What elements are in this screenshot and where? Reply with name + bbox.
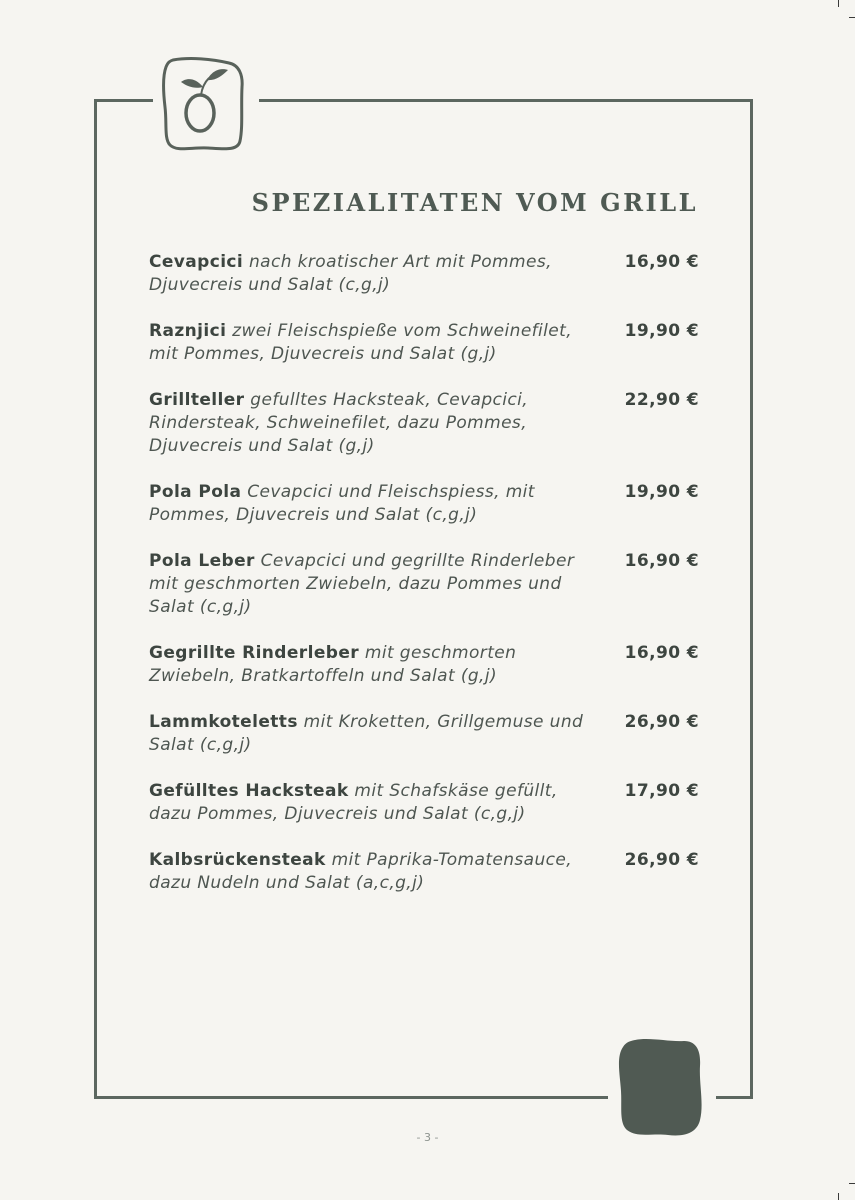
- page-title: SPEZIALITATEN VOM GRILL: [251, 188, 698, 218]
- frame-bottom-right-segment: [716, 1096, 753, 1099]
- menu-item-price: 19,90 €: [624, 321, 699, 341]
- menu-item: [149, 550, 699, 619]
- menu-item: [149, 711, 699, 757]
- menu-item: [149, 251, 699, 297]
- menu-item-text: [149, 320, 594, 366]
- menu-item-name: Cevapcici: [149, 252, 244, 272]
- menu-item-description: mit Kroketten, Grillgemuse und Salat (c,g,j): [149, 712, 584, 755]
- menu-item: [149, 849, 699, 895]
- menu-item-text: [149, 711, 594, 757]
- frame-top-right-segment: [259, 99, 753, 102]
- menu-item-description: mit Schafskäse gefüllt, dazu Pommes, Djuvecreis und Salat (c,g,j): [149, 781, 558, 824]
- menu-item-price: 26,90 €: [624, 712, 699, 732]
- menu-item-price: 16,90 €: [624, 551, 699, 571]
- menu-item-name: Raznjici: [149, 321, 227, 341]
- menu-item-description: nach kroatischer Art mit Pommes, Djuvecreis und Salat (c,g,j): [149, 252, 552, 295]
- menu-item-text: [149, 550, 594, 619]
- menu-item-price: 16,90 €: [624, 252, 699, 272]
- menu-item: [149, 320, 699, 366]
- menu-item-name: Gegrillte Rinderleber: [149, 643, 360, 663]
- menu-item-name: Gefülltes Hacksteak: [149, 781, 349, 801]
- decorative-stone-icon: [617, 1036, 705, 1140]
- olive-logo-icon: [162, 57, 244, 153]
- menu-item-text: [149, 251, 594, 297]
- menu-item-description: mit geschmorten Zwiebeln, Bratkartoffeln und Salat (g,j): [149, 643, 517, 686]
- menu-item: [149, 389, 699, 458]
- menu-item-price: 19,90 €: [624, 482, 699, 502]
- menu-item-description: Cevapcici und gegrillte Rinderleber mit geschmorten Zwiebeln, dazu Pommes und Salat (c,g,j): [149, 551, 575, 617]
- menu-list: [149, 251, 699, 895]
- crop-mark-bottom-right-horizontal: [849, 1183, 855, 1184]
- menu-item-description: mit Paprika-Tomatensauce, dazu Nudeln und Salat (a,c,g,j): [149, 850, 573, 893]
- menu-item-text: [149, 642, 594, 688]
- page-number: - 3 -: [416, 1131, 439, 1144]
- menu-item: [149, 642, 699, 688]
- menu-item: [149, 780, 699, 826]
- frame-left-edge: [94, 99, 97, 1099]
- menu-item-name: Pola Pola: [149, 482, 242, 502]
- menu-item-text: [149, 849, 594, 895]
- menu-item-name: Kalbsrückensteak: [149, 850, 326, 870]
- menu-item-price: 17,90 €: [624, 781, 699, 801]
- menu-item-description: Cevapcici und Fleischspiess, mit Pommes, Djuvecreis und Salat (c,g,j): [149, 482, 535, 525]
- menu-item-name: Pola Leber: [149, 551, 255, 571]
- menu-item-price: 22,90 €: [624, 390, 699, 410]
- menu-item-price: 26,90 €: [624, 850, 699, 870]
- crop-mark-top-right-vertical: [838, 0, 839, 7]
- menu-item-text: [149, 481, 594, 527]
- crop-mark-bottom-right-vertical: [838, 1193, 839, 1200]
- menu-item-description: gefulltes Hacksteak, Cevapcici, Rindersteak, Schweinefilet, dazu Pommes, Djuvecreis und Salat (g,j): [149, 390, 529, 456]
- menu-item-text: [149, 780, 594, 826]
- menu-item-description: zwei Fleischspieße vom Schweinefilet, mit Pommes, Djuvecreis und Salat (g,j): [149, 321, 573, 364]
- menu-item-price: 16,90 €: [624, 643, 699, 663]
- frame-bottom-left-segment: [94, 1096, 608, 1099]
- crop-mark-top-right-horizontal: [849, 17, 855, 18]
- frame-right-edge: [750, 99, 753, 1099]
- frame-top-left-segment: [94, 99, 153, 102]
- menu-item-name: Lammkoteletts: [149, 712, 298, 732]
- menu-item: [149, 481, 699, 527]
- menu-item-name: Grillteller: [149, 390, 245, 410]
- menu-item-text: [149, 389, 594, 458]
